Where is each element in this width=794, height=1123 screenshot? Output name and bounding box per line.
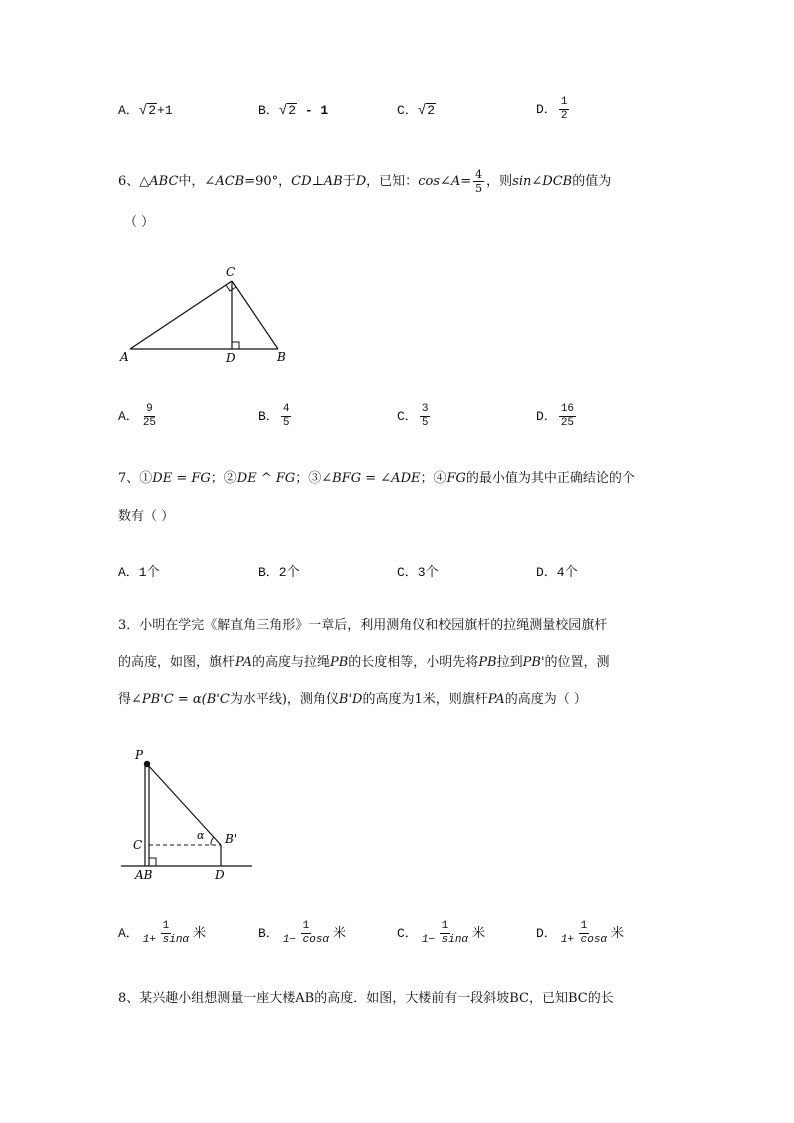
label-d: D — [226, 351, 236, 365]
q3-option-d[interactable]: D． $\frac{1}{1+ \cos\alpha}$ 米 — [536, 920, 625, 946]
label-c: C — [226, 265, 236, 279]
label-p: P — [135, 748, 144, 762]
q3-stem-line2: 的高度，如图，旗杆PA的高度与拉绳PB的长度相等，小明先将PB拉到PB'的位置，测 — [118, 655, 610, 670]
q3-flagpole-figure — [115, 745, 265, 885]
q3-stem-line3: 得∠PB'C = α(B'C为水平线)，测角仪B'D的高度为1米，则旗杆PA的高度为（ ） — [118, 692, 587, 707]
q5-option-a[interactable]: A．√2+1 — [118, 103, 173, 119]
q6-option-d[interactable]: D． $\frac{16}{25}$ — [536, 403, 575, 429]
label-d: D — [215, 868, 225, 882]
q6-stem: 6、△ABC中，∠ACB=90°，CD⊥AB于D，已知：cos∠A= $\frac{4}{5}$ ，则sin∠DCB的值为 — [118, 168, 612, 195]
q3-option-b[interactable]: B． $\frac{1}{1- \cos\alpha}$ 米 — [258, 920, 347, 946]
q6-answer-paren: （ ） — [124, 215, 155, 230]
label-ab: AB — [135, 868, 153, 882]
label-alpha: α — [197, 829, 205, 842]
label-b: B — [277, 350, 286, 364]
q6-option-b[interactable]: B． $\frac{4}{5}$ — [258, 403, 290, 429]
label-a: A — [120, 350, 129, 364]
label-b-prime: B' — [225, 832, 238, 846]
q3-option-a[interactable]: A． $\frac{1}{1+ \sin\alpha}$ 米 — [118, 920, 207, 946]
q8-stem-line1: 8、某兴趣小组想测量一座大楼AB的高度．如图，大楼前有一段斜坡BC，已知BC的长 — [118, 991, 614, 1006]
q5-option-b[interactable]: B．√2 - 1 — [258, 103, 329, 119]
q5-option-d[interactable]: D． $\frac{1}{2}$ — [536, 96, 568, 122]
q5-option-c[interactable]: C．√2 — [397, 103, 436, 119]
q3-option-c[interactable]: C． $\frac{1}{1- \sin\alpha}$ 米 — [397, 920, 486, 946]
q7-stem-line2: 数有（ ） — [118, 509, 175, 524]
q3-stem-line1: 3．小明在学完《解直角三角形》一章后，利用测角仪和校园旗杆的拉绳测量校园旗杆 — [118, 618, 608, 633]
q7-stem-line1: 7、①DE = FG；②DE ^ FG；③∠BFG = ∠ADE；④FG的最小值为其中正确结论的个 — [118, 471, 635, 486]
q6-triangle-figure — [110, 262, 310, 372]
q7-option-b[interactable]: B．2个 — [258, 565, 300, 580]
q6-option-a[interactable]: A． $\frac{9}{25}$ — [118, 403, 157, 429]
q7-option-a[interactable]: A．1个 — [118, 565, 160, 580]
q7-option-d[interactable]: D．4个 — [536, 565, 578, 580]
q7-option-c[interactable]: C．3个 — [397, 565, 439, 580]
q6-option-c[interactable]: C． $\frac{3}{5}$ — [397, 403, 429, 429]
label-c: C — [133, 838, 143, 852]
